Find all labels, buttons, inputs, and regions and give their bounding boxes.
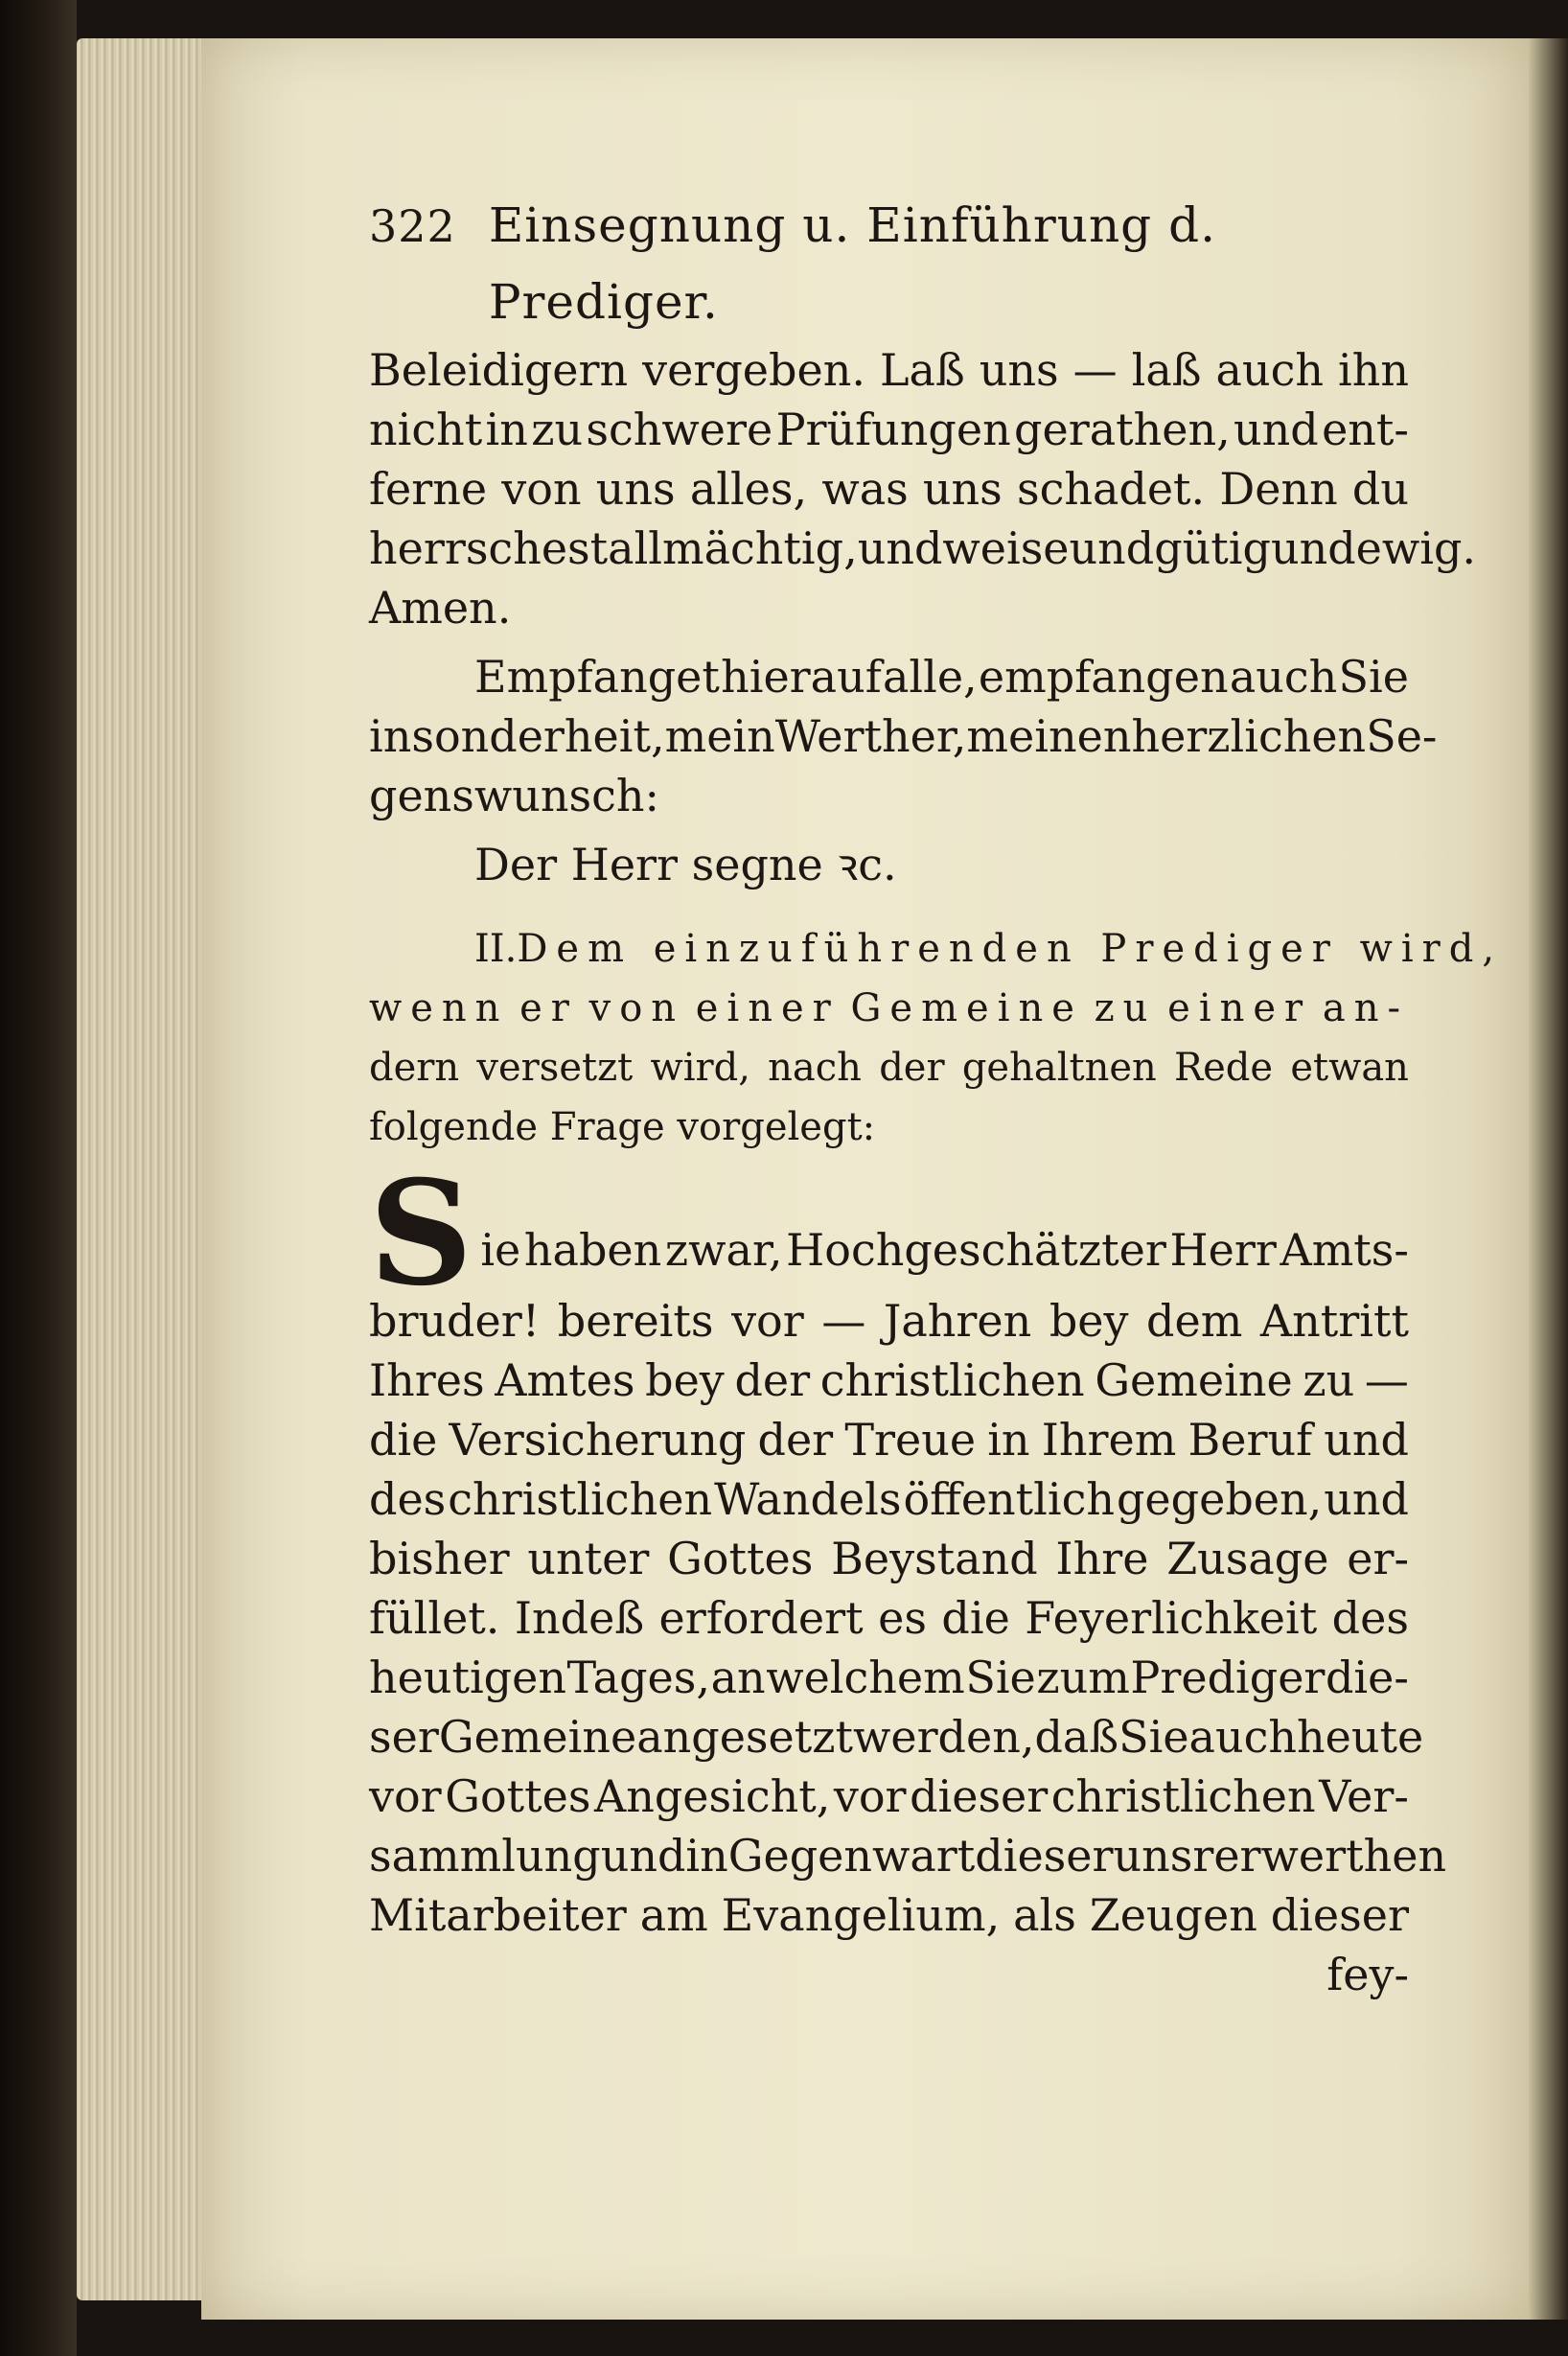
text-line: die Versicherung der Treue in Ihrem Beruf und [369,1414,1409,1466]
text-line: Dem einzuführenden Prediger wird, [517,927,1504,971]
section-ii [369,919,1504,1157]
catchword: fey- [1326,1949,1409,2000]
text-line: sammlung und in Gegenwart dieser unsrer werthen [369,1830,1447,1882]
text-line: Empfanget hierauf alle, empfangen auch Sie [474,651,1409,703]
paragraph-prayer-end [369,340,1477,637]
text-line: ferne von uns alles, was uns schadet. Denn du [369,463,1409,515]
text-line: nicht in zu schwere Prüfungen gerathen, und ent- [369,404,1409,455]
address-first-line [369,1149,1409,1318]
text-line: genswunsch: [369,770,660,821]
text-line: füllet. Indeß erfordert es die Feyerlichkeit des [369,1592,1409,1644]
text-line: Ihres Amtes bey der christlichen Gemeine zu — [369,1354,1409,1406]
page-text [369,187,1504,2004]
address-paragraph [369,1149,1447,2004]
text-line: bisher unter Gottes Beystand Ihre Zusage er- [369,1533,1409,1584]
book-spine [0,0,77,2356]
running-head-title: Einsegnung u. Einführung d. Prediger. [488,197,1216,330]
section-ii-heading [369,919,1504,979]
drop-cap: S [369,1149,473,1318]
text-line: Amen. [369,582,512,634]
text-line: dern versetzt wird, nach der gehaltnen Rede etwan [369,1046,1409,1090]
text-line: Mitarbeiter am Evangelium, als Zeugen dieser [369,1889,1409,1941]
text-line: herrschest allmächtig, und weise und gütig und ewig. [369,522,1477,574]
text-line: ser Gemeine angesetzt werden, daß Sie auch heute [369,1711,1424,1763]
text-line: wenn er von einer Gemeine zu einer an- [369,986,1409,1030]
text-line: ie haben zwar, Hochgeschätzter Herr Amts- [480,1224,1409,1276]
running-head [369,187,1409,340]
paragraph-blessing-intro [369,647,1438,825]
section-numeral: II. [474,927,518,971]
text-line: Beleidigern vergeben. Laß uns — laß auch ihn [369,344,1409,396]
text-line: folgende Frage vorgelegt: [369,1105,876,1149]
page-number: 322 [369,200,456,252]
text-line: insonderheit, mein Werther, meinen herzlichen Se- [369,710,1438,762]
text-line: bruder! bereits vor — Jahren bey dem Antritt [369,1295,1409,1347]
facing-page-edge [1529,38,1568,2320]
blessing-line: Der Herr segne ꝛc. [474,839,897,890]
text-line: vor Gottes Angesicht, vor dieser christlichen Ver- [369,1770,1409,1822]
text-line: heutigen Tages, an welchem Sie zum Prediger die- [369,1652,1409,1703]
page-edges [77,38,211,2300]
text-line: des christlichen Wandels öffentlich gegeben, und [369,1473,1409,1525]
